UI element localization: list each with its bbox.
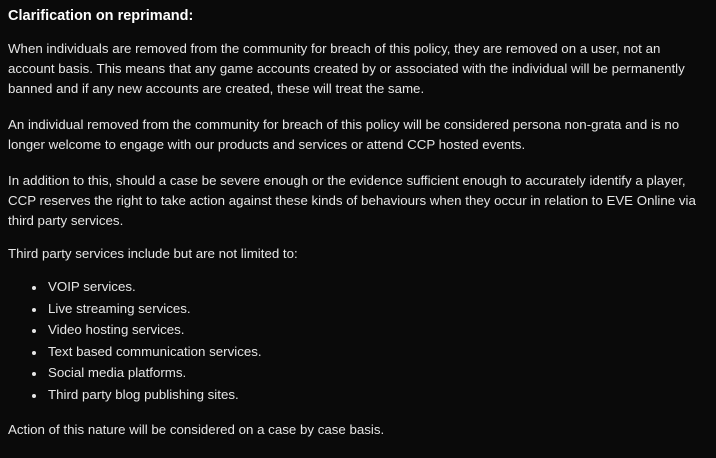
page-title: Clarification on reprimand: [8,8,194,24]
paragraph-third-party-action: In addition to this, should a case be severe enough or the evidence sufficient enough to accurately identify a player, CCP reserves the right to take action against these kinds of behaviours when they occur in relation to EVE Online via third party services. [8,173,696,229]
list-intro-text: Third party services include but are not limited to: [8,246,298,262]
paragraph-removal-basis: When individuals are removed from the community for breach of this policy, they are removed on a user, not an account basis. This means that any game accounts created by or associated with the individual will be permanently banned and if any new accounts are created, these will treat the same. [8,41,685,97]
paragraph-closing: Action of this nature will be considered on a case by case basis. [8,422,385,438]
list-item: • Social media platforms. [46,363,698,383]
list-item: • Live streaming services. [46,299,698,319]
list-item: • Third party blog publishing sites. [46,385,698,405]
list-item: • Video hosting services. [46,320,698,340]
list-item: • VOIP services. [46,277,698,297]
paragraph-persona-non-grata: An individual removed from the community for breach of this policy will be considered persona non-grata and is no longer welcome to engage with our products and services or attend CCP hosted events. [8,117,680,153]
list-item: • Text based communication services. [46,342,698,362]
third-party-services-list [8,277,698,404]
